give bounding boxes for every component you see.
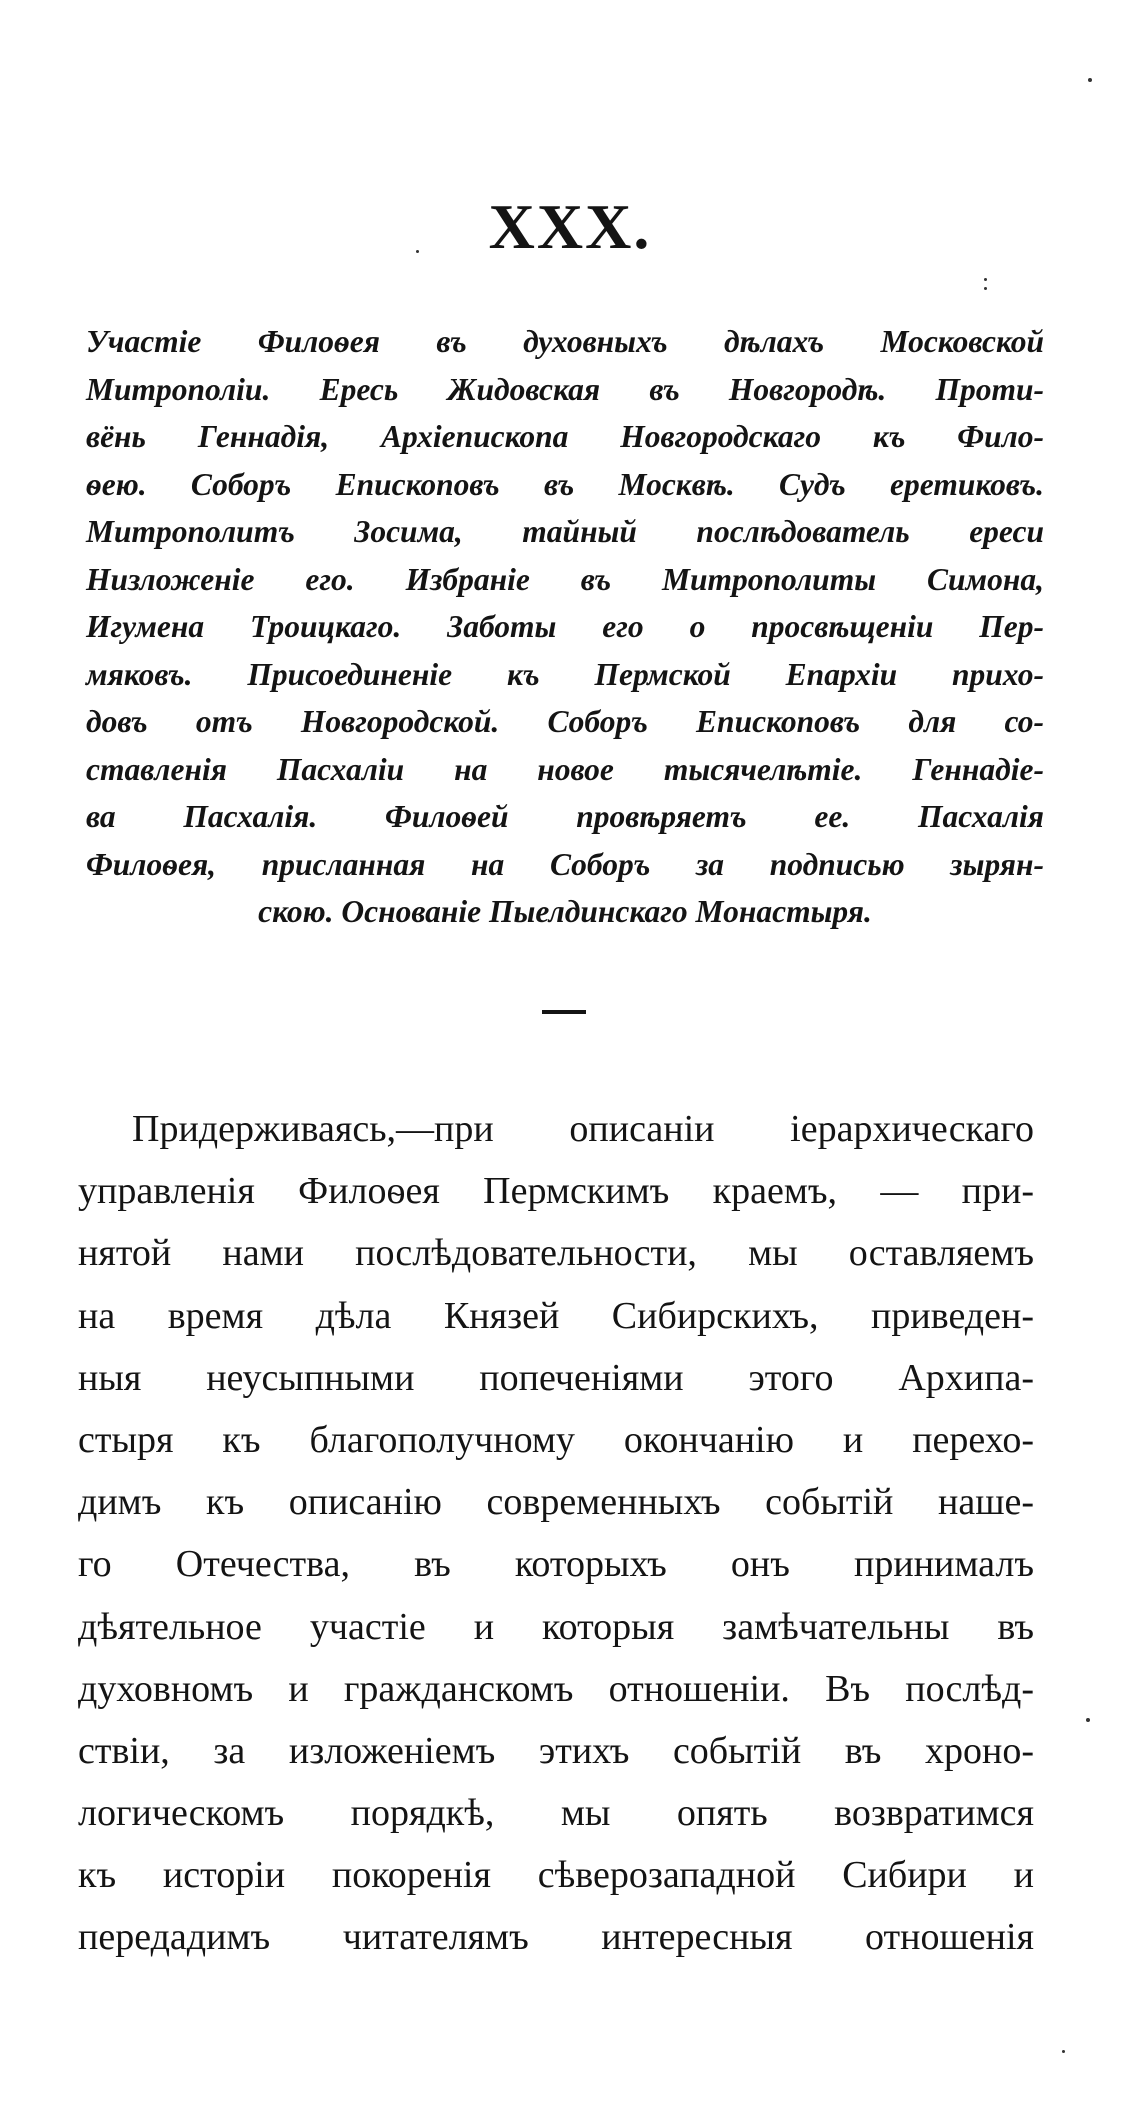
summary-line: скою. Основаніе Пыелдинскаго Монастыря.: [258, 894, 872, 929]
body-line: димъ къ описанію современныхъ событій наше-: [78, 1481, 1034, 1524]
summary-line: ставленія Пасхаліи на новое тысячелѣтіе. Геннадіе-: [86, 751, 1044, 787]
body-line: къ исторіи покоренія сѣверозападной Сибири и: [78, 1854, 1034, 1897]
body-line: духовномъ и гражданскомъ отношеніи. Въ послѣд-: [78, 1667, 1034, 1710]
chapter-number: XXX.: [488, 191, 652, 262]
scan-speck: [1062, 2050, 1065, 2053]
section-separator: [542, 1010, 586, 1014]
body-line: ныя неусыпными попеченіями этого Архипа-: [78, 1356, 1034, 1399]
summary-line: Низложеніе его. Избраніе въ Митрополиты Симона,: [86, 561, 1044, 597]
summary-line: Участіе Филоѳея въ духовныхъ дѣлахъ Московской: [86, 324, 1044, 359]
summary-line: ѳею. Соборъ Епископовъ въ Москвѣ. Судъ еретиковъ.: [86, 466, 1044, 502]
body-line: логическомъ порядкѣ, мы опять возвратимся: [78, 1792, 1034, 1835]
scan-speck: [984, 287, 987, 290]
scan-speck: [1088, 78, 1092, 82]
body-paragraph: [78, 1098, 1034, 1969]
body-line: на время дѣла Князей Сибирскихъ, приведен-: [78, 1294, 1034, 1337]
summary-line: мяковъ. Присоединеніе къ Пермской Епархіи прихо-: [86, 656, 1044, 692]
summary-line: Митрополіи. Ересь Жидовская въ Новгородѣ. Проти-: [86, 371, 1044, 407]
body-line: нятой нами послѣдовательности, мы оставляемъ: [78, 1232, 1034, 1275]
summary-line: Митрополитъ Зосима, тайный послѣдователь ереси: [86, 514, 1044, 549]
body-line: передадимъ читателямъ интересныя отношенія: [78, 1916, 1034, 1959]
scan-speck: [1086, 1718, 1090, 1722]
body-line: стыря къ благополучному окончанію и перехо-: [78, 1418, 1034, 1461]
scan-speck: [984, 278, 987, 281]
summary-line: Игумена Троицкаго. Заботы его о просвѣщеніи Пер-: [86, 609, 1044, 644]
chapter-summary: [86, 318, 1044, 936]
summary-line: довъ отъ Новгородской. Соборъ Епископовъ для со-: [86, 704, 1044, 739]
scan-speck: [416, 250, 419, 253]
body-line: Придерживаясь,—при описаніи іерархическаго: [132, 1108, 1034, 1150]
body-line: ствіи, за изложеніемъ этихъ событій въ хроно-: [78, 1729, 1034, 1772]
body-line: управленія Филоѳея Пермскимъ краемъ, — при-: [78, 1170, 1034, 1213]
summary-line: вёнь Геннадія, Архіепископа Новгородскаго къ Фило-: [86, 419, 1044, 454]
summary-line: ва Пасхалія. Филоѳей провѣряетъ ее. Пасхалія: [86, 799, 1044, 834]
summary-line: Филоѳея, присланная на Соборъ за подписью зырян-: [86, 846, 1044, 882]
body-line: дѣятельное участіе и которыя замѣчательны въ: [78, 1605, 1034, 1648]
body-line: го Отечества, въ которыхъ онъ принималъ: [78, 1543, 1034, 1586]
